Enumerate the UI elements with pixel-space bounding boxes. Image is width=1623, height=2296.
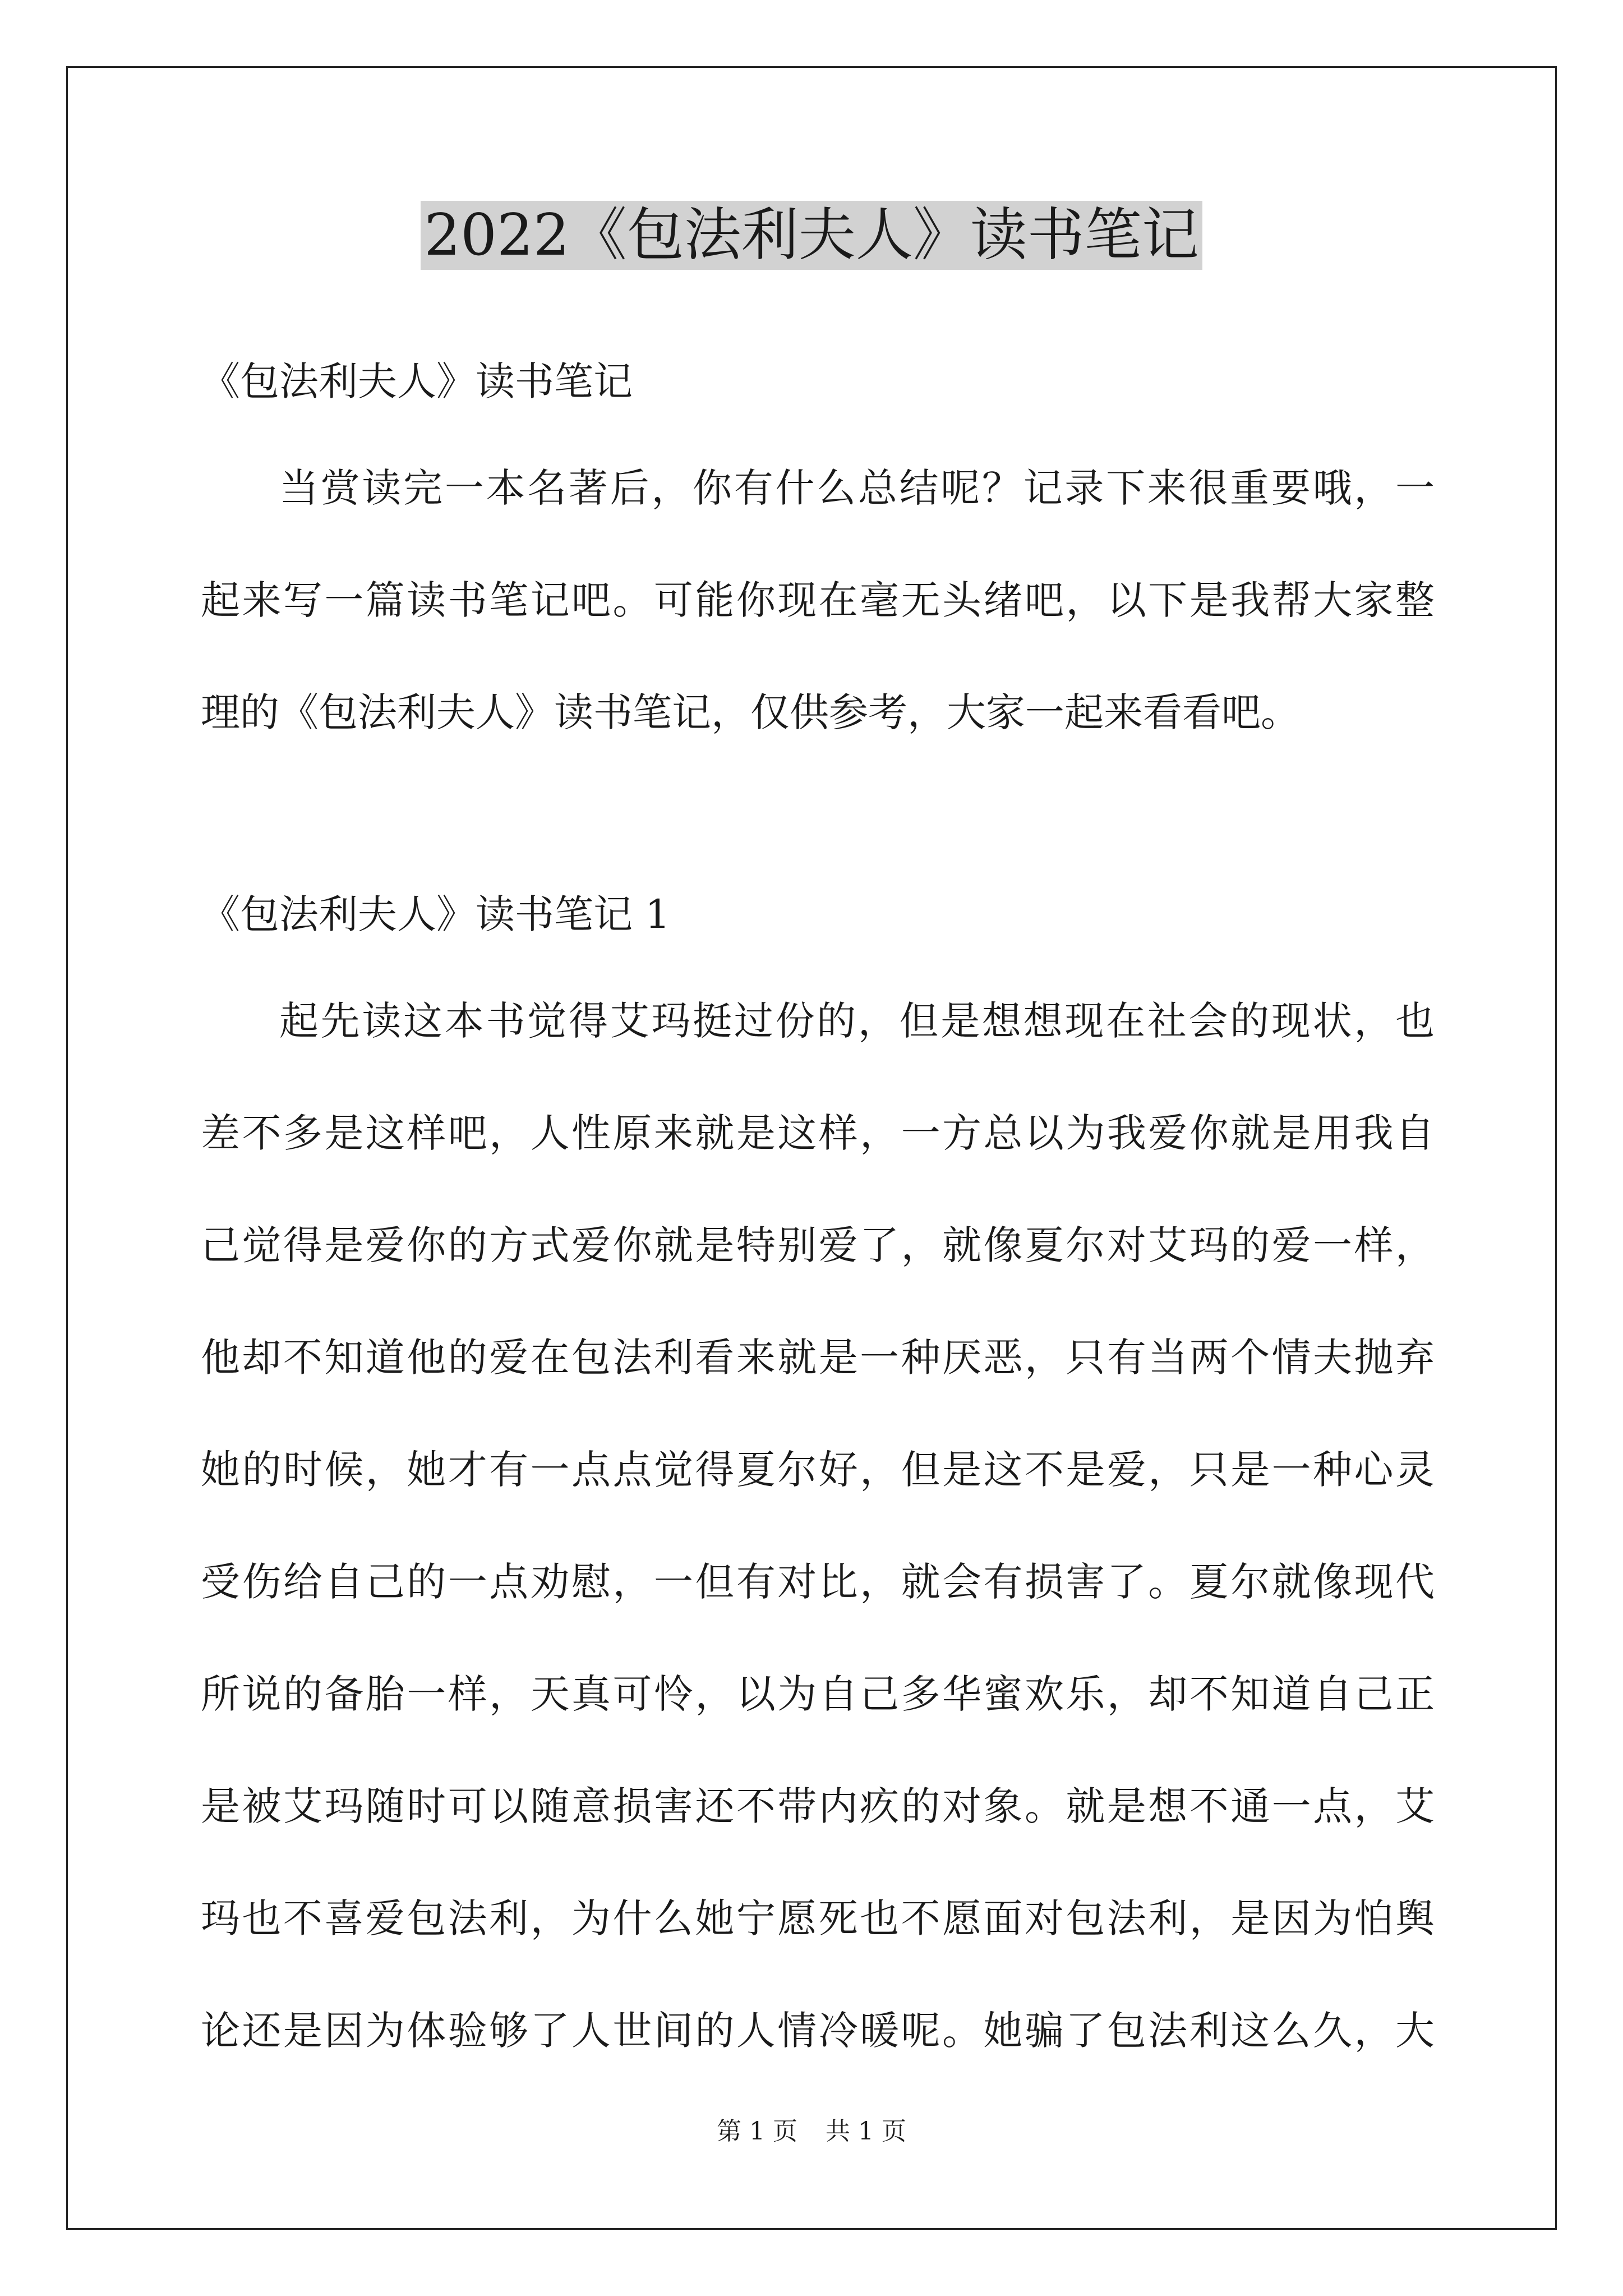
intro-line: 起来写一篇读书笔记吧。可能你现在毫无头绪吧，以下是我帮大家整	[201, 577, 1435, 623]
intro-heading: 《包法利夫人》读书笔记	[201, 358, 633, 404]
page-footer	[0, 2115, 1623, 2148]
page-number: 第 1 页	[717, 2117, 797, 2146]
body-line: 起先读这本书觉得艾玛挺过份的，但是想想现在社会的现状，也	[279, 998, 1435, 1044]
intro-line: 理的《包法利夫人》读书笔记，仅供参考，大家一起来看看吧。	[201, 689, 1300, 735]
intro-line: 当赏读完一本名著后，你有什么总结呢？记录下来很重要哦，一	[279, 465, 1435, 511]
body-line: 论还是因为体验够了人世间的人情冷暖呢。她骗了包法利这么久，大	[201, 2008, 1435, 2054]
document-title-text: 2022《包法利夫人》读书笔记	[421, 201, 1202, 270]
body-line: 所说的备胎一样，天真可怜，以为自己多华蜜欢乐，却不知道自己正	[201, 1671, 1435, 1717]
body-line: 玛也不喜爱包法利，为什么她宁愿死也不愿面对包法利，是因为怕舆	[201, 1895, 1435, 1941]
body-line: 己觉得是爱你的方式爱你就是特别爱了，就像夏尔对艾玛的爱一样，	[201, 1222, 1435, 1268]
body-line: 差不多是这样吧，人性原来就是这样，一方总以为我爱你就是用我自	[201, 1110, 1435, 1156]
document-title	[0, 196, 1623, 275]
body-line: 是被艾玛随时可以随意损害还不带内疚的对象。就是想不通一点，艾	[201, 1783, 1435, 1829]
body-line: 她的时候，她才有一点点觉得夏尔好，但是这不是爱，只是一种心灵	[201, 1447, 1435, 1493]
body-line: 他却不知道他的爱在包法利看来就是一种厌恶，只有当两个情夫抛弃	[201, 1335, 1435, 1381]
section-heading: 《包法利夫人》读书笔记 1	[201, 891, 670, 937]
body-line: 受伤给自己的一点劝慰，一但有对比，就会有损害了。夏尔就像现代	[201, 1559, 1435, 1605]
page-total: 共 1 页	[826, 2117, 906, 2146]
